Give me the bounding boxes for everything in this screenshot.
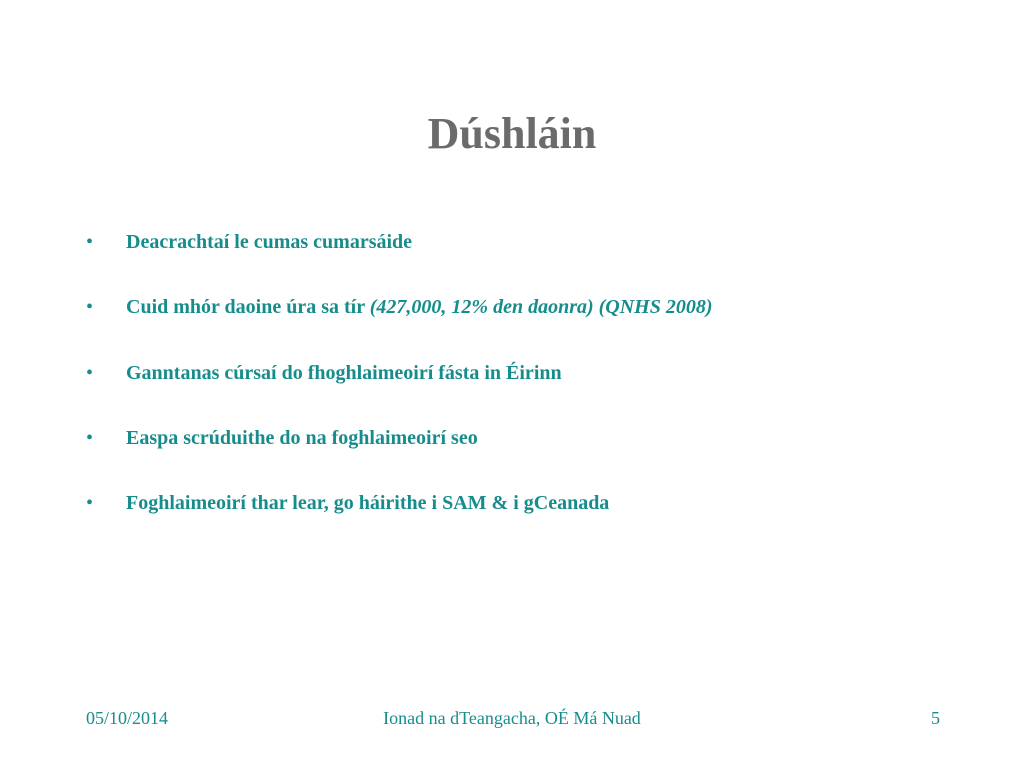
bullet-item <box>86 292 986 322</box>
footer-center-text: Ionad na dTeangacha, OÉ Má Nuad <box>383 708 641 728</box>
footer-date: 05/10/2014 <box>86 708 169 728</box>
slide-title: Dúshláin <box>427 109 597 158</box>
bullet-marker: • <box>86 492 94 514</box>
bullet-text-main: Cuid mhór daoine úra sa tír <box>126 296 370 318</box>
bullet-marker: • <box>86 231 94 253</box>
bullet-item <box>86 423 986 453</box>
bullet-text-main: Deacrachtaí le cumas cumarsáide <box>126 231 413 253</box>
bullet-marker: • <box>86 427 94 449</box>
bullet-item <box>86 488 986 518</box>
bullet-item <box>86 358 986 388</box>
bullet-text <box>126 488 609 518</box>
bullet-marker: • <box>86 296 94 318</box>
bullet-text-main: Foghlaimeoirí thar lear, go háirithe i SAM & i gCeanada <box>126 492 610 514</box>
page-number: 5 <box>931 708 940 728</box>
bullet-item <box>86 227 986 257</box>
bullet-text-emphasis: (427,000, 12% den daonra) (QNHS 2008) <box>369 296 713 318</box>
bullet-text <box>126 227 412 257</box>
bullet-text <box>126 423 478 453</box>
bullet-marker: • <box>86 362 94 384</box>
bullet-text-main: Easpa scrúduithe do na foghlaimeoirí seo <box>126 427 478 449</box>
bullet-text <box>126 292 713 322</box>
bullet-text <box>126 358 562 388</box>
bullet-text-main: Ganntanas cúrsaí do fhoghlaimeoirí fásta in Éirinn <box>126 362 562 384</box>
